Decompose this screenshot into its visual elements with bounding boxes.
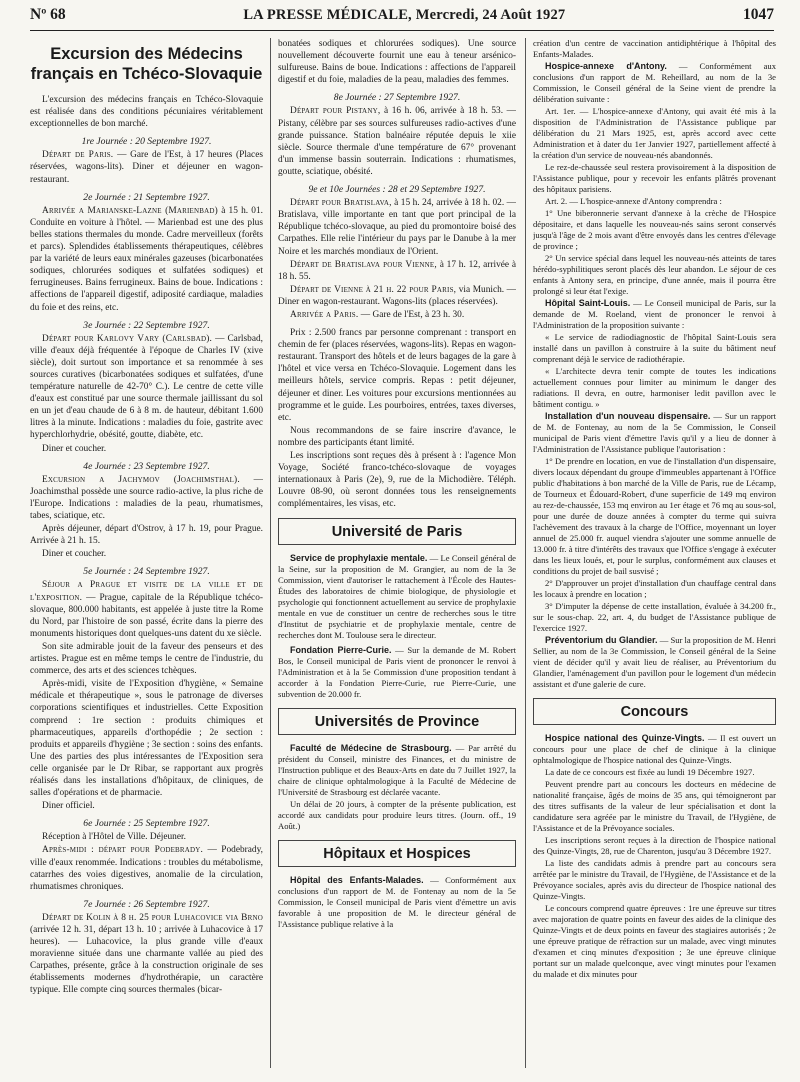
day-heading: 8e Journée : 27 Septembre 1927. (333, 92, 461, 104)
paragraph: La date de ce concours est fixée au lundi 19 Décembre 1927. (545, 767, 755, 777)
section-heading-hopitaux: Hôpitaux et Hospices (278, 840, 516, 867)
section-heading-universites-province: Universités de Province (278, 708, 516, 735)
section-heading-universite-paris: Université de Paris (278, 518, 516, 545)
day-heading: 9e et 10e Journées : 28 et 29 Septembre 1927. (308, 184, 486, 196)
day-heading: 1re Journée : 20 Septembre 1927. (81, 136, 212, 148)
paragraph: Les inscriptions seront reçues à la direction de l'hospice national des Quinze-Vingts, 28, rue de Charenton, jusqu'au 3 Décembre 1927. (533, 835, 776, 856)
paragraph: Diner et coucher. (42, 549, 107, 560)
day-heading: 7e Journée : 26 Septembre 1927. (83, 898, 210, 910)
column-1 (30, 38, 263, 1076)
paragraph: « L'architecte devra tenir compte de toutes les indications actuellement connues pour limiter au minimum le danger des radiations. Il devra, en outre, harmoniser ledit pavillon avec le bâtiment contigu. » (533, 366, 776, 409)
paragraph: Départ de Paris. — Gare de l'Est, à 17 heures (Places réservées, wagons-lits). Diner et déjeuner en wagon-restaurant. (30, 150, 263, 185)
paragraph: Arrivée a Paris. — Gare de l'Est, à 23 h. 30. (290, 309, 465, 320)
day-heading: 2e Journée : 21 Septembre 1927. (83, 191, 210, 203)
paragraph: Excursion a Jachymov (Joachimsthal). — Joachimsthal possède une source radio-active, la plus riche de l'Europe. Indications : maladies de la peau, rhumatismes, tabes, sciatique, etc. (30, 474, 263, 521)
section-heading-concours: Concours (533, 698, 776, 725)
paragraph: Départ pour Pistany, à 16 h. 06, arrivée à 18 h. 53. — Pistany, célèbre par ses sources sulfureuses radio-actives d'une grande puissance. Station balnéaire réputée depuis le xiie siècle. Source thermale d'une température de 67° provenant d'un immense bassin souterrain. Indications : rhumatismes, goutte, sciatique, obésité. (278, 106, 516, 177)
paragraph: 1° Une biberonnerie servant d'annexe à la crèche de l'Hospice dépositaire, et dans laquelle les nouveau-nés sains seront conservés jusqu'à l'âge de 2 mois avant d'être envoyés dans les centres d'élevage de province ; (533, 208, 776, 251)
day-heading: 5e Journée : 24 Septembre 1927. (83, 566, 210, 578)
paragraph: Diner officiel. (42, 801, 95, 812)
paragraph: Après-midi, visite de l'Exposition d'hygiène, « Semaine médicale et thérapeutique », sous le patronage de diverses corporations scientifiques et industrielles. Cette Exposition comprend : 1re section : produits chimiques et pharmaceutiques, appareils d'orthopédie ; 2e section : produits et appareils d'hygiène ; 3e section : soins des enfants. Une des parties des plus intéressantes de l'Exposition sera celle organisée par le Dr Ribar, se rapportant aux progrès réalisés dans les installations d'hôpitaux, de cliniques, de salles d'opérations et de pharmacie. (30, 679, 263, 799)
paragraph: Réception à l'Hôtel de Ville. Déjeuner. (42, 832, 186, 843)
paragraph: Diner et coucher. (42, 443, 107, 454)
paragraph: 1° De prendre en location, en vue de l'installation d'un dispensaire, divers locaux dépendant du groupe d'immeubles appartenant à l'Office public d'habitations à bon marché de la Ville de Paris, rue de Lécamp, de Tourneux et Édouard-Robert, d'une superficie de 149 mq environ au rez-de-chaussée, 153 mq environ au 1er étage et 76 mq au sous-sol, pour une durée de douze années à compter du terme qui suivra l'achèvement des travaux à la charge de l'Office, moyennant un loyer annuel de 25.000 fr. auquel viendra s'ajouter une somme annuelle de 13.000 fr. à titre d'intérêts des travaux que l'Office s'engage à exécuter dans les lieux loués, et, pour le surplus, conformément aux clauses et conditions du projet de bail susvisé ; (533, 456, 776, 576)
article-title: Excursion des Médecins français en Tchéco-Slovaquie (30, 45, 263, 83)
paragraph: bonatées sodiques et chlorurées sodiques). Une source nouvellement découverte fournit une eau à teneur arsénico-sulfureuse. Bains de boue. Indications : affections de l'appareil digestif et du foie, maladies de la peau, maladies des femmes. (278, 39, 516, 86)
paragraph: Départ de Bratislava pour Vienne, à 17 h. 12, arrivée à 18 h. 55. (278, 259, 516, 282)
paragraph: Arrivée a Marianske-Lazne (Marienbad) à 15 h. 01. Conduite en voiture à l'hôtel. — Marienbad est une des plus belles stations thermales du monde. Cadre merveilleux (forêts et parcs). Splendides établissements thérapeutiques, célèbres par la variété de leurs eaux minérales gazeuses (bicarbonatées sodiques, chlorurées sodiques et sulfatées sodiques) et ferrugineuses. Bains ferrugineux. Bains de boue. Indications : affections de l'appareil digestif, adiposité cardiaque, maladies du foie et des reins, etc. (30, 205, 263, 313)
paragraph: 2° D'approuver un projet d'installation d'un chauffage central dans les locaux à prendre en location ; (533, 578, 776, 599)
column-divider (270, 38, 271, 1068)
paragraph: 2° Un service spécial dans lequel les nouveau-nés atteints de tares hérédo-syphilitiques seront placés dès leur abandon. Le séjour de ces enfants à Antony sera, en principe, d'une année, mais il pourra être prolongé si leur état l'exige. (533, 253, 776, 296)
paragraph: Art. 2. — L'hospice-annexe d'Antony comprendra : (545, 196, 722, 206)
news-item: Service de prophylaxie mentale. — Le Conseil général de la Seine, sur la proposition de M. Grangier, au nom de la 3e Commission, vient d'autoriser le rattachement à l'École des Hautes-Études des laboratoires de chimie biologique, de physiologie et psychologie qui fonctionnent actuellement au service de prophylaxie mentale en vue de constituer un centre de recherches sous le titre d'Institut de psychiatrie et de prophylaxie mentale, centre de recherches dont M. Toulouse sera le directeur. (278, 553, 516, 641)
news-item: Faculté de Médecine de Strasbourg. — Par arrêté du président du Conseil, ministre des Finances, et du ministre de l'Instruction publique et des Beaux-Arts en date du 7 Juillet 1927, la chaire de clinique ophtalmologique à la Faculté de Médecine de l'Université de Strasbourg est déclarée vacante. (278, 743, 516, 798)
column-2 (278, 38, 516, 1076)
news-item: Hôpital Saint-Louis. — Le Conseil municipal de Paris, sur la demande de M. Roeland, vient de prononcer le renvoi à l'Administration de la proposition suivante : (533, 298, 776, 330)
column-3 (533, 38, 776, 1076)
paragraph: La liste des candidats admis à prendre part au concours sera arrêtée par le ministre du Travail, de l'Hygiène, de l'Assistance et de la Prévoyance sociales, après avis du directeur de l'hospice national des Quinze-Vingts. (533, 858, 776, 901)
paragraph: Un délai de 20 jours, à compter de la présente publication, est accordé aux candidats pour produire leurs titres. (Journ. off., 19 Août.) (278, 799, 516, 832)
paragraph: Après-midi : départ pour Podebrady. — Podebrady, ville d'eaux renommée. Indications : troubles du métabolisme, catarrhes des voies digestives, anomalie de la circulation, rhumatismes chroniques. (30, 845, 263, 892)
paragraph: Départ de Kolin à 8 h. 25 pour Luhacovice via Brno (arrivée 12 h. 31, départ 13 h. 10 ; arrivée à Luhacovice à 17 heures). — Luhacovice, la plus grande ville d'eaux moravienne située dans une charmante vallée au pied des Carpathes, présente, grâce à la construction originale de ses établissements modernes d'hydrothérapie, un caractère typique. Elle compte cinq sources thermales (bicar- (30, 912, 263, 996)
paragraph: création d'un centre de vaccination antidiphtérique à l'hôpital des Enfants-Malades. (533, 38, 776, 59)
paragraph: Son site admirable jouit de la faveur des penseurs et des artistes. Prague est en même temps le centre de l'industrie, du commerce, des arts et des sciences tchèques. (30, 641, 263, 677)
page-number: 1047 (743, 6, 774, 23)
news-item: Préventorium du Glandier. — Sur la proposition de M. Henri Sellier, au nom de la 3e Commission, le Conseil général de la Seine vient de décider qu'il y avait lieu de réaliser, au Préventorium du Glandier, l'aménagement d'un pavillon pour le logement d'un médecin assistant et d'une galerie de cure. (533, 635, 776, 689)
paragraph: 3° D'imputer la dépense de cette installation, évaluée à 34.200 fr., sur le sous-chap. 22, art. 4, du budget de l'Assistance publique de l'exercice 1927. (533, 601, 776, 633)
paragraph: Départ pour Karlovy Vary (Carlsbad). — Carlsbad, ville d'eaux déjà fréquentée à l'époque de Charles IV (xive siècle), doit surtout son importance et sa renommée à ses sources curatives (bicarbonatées sodiques et sulfatées, d'une température naturelle de 42-70° C.). Le centre de cette ville d'eaux est constitué par une source thermale jaillissant du sol en un jet d'eau chaude de 6 à 8 m. de hauteur, débitant 1.600 litres à la minute. Indications : maladies du foie, gastrite avec hyperchlorhydrie, obésité, goutte, diabète, etc. (30, 333, 263, 441)
news-item: Hôpital des Enfants-Malades. — Conformément aux conclusions d'un rapport de M. de Fontenay au nom de la 5e Commission, le Conseil municipal de Paris vient d'émettre un avis favorable à une proposition de M. le directeur général de l'Assistance publique relative à la (278, 875, 516, 930)
paragraph: Peuvent prendre part au concours les docteurs en médecine de nationalité française, âgés de moins de 35 ans, qui témoigneront par des titres suffisants de la valeur de leur spécialisation et dont la candidature sera agréée par le ministre du Travail, de l'Hygiène, de l'Assistance et de la Prévoyance sociales. (533, 779, 776, 833)
day-heading: 4e Journée : 23 Septembre 1927. (83, 460, 210, 472)
paragraph: Départ de Vienne à 21 h. 22 pour Paris, via Munich. — Diner en wagon-restaurant. Wagons-lits (places réservées). (278, 284, 516, 307)
price-paragraph: Prix : 2.500 francs par personne comprenant : transport en chemin de fer (places réservées, wagons-lits). Repas en wagon-restaurant. Transport des hôtels et de leurs bagages de la gare à l'hôtel et vice versa en Tchéco-Slovaquie. Logement dans les meilleurs hôtels, service compris. Repas : petit déjeuner, déjeuner et diner. Les voitures pour excursions mentionnées au programme et le guide. Les pourboires, entrées, taxes diverses, etc. (278, 328, 516, 423)
paragraph: Les inscriptions sont reçues dès à présent à : l'agence Mon Voyage, Société franco-tchéco-slovaque de voyages internationaux à Paris (2e), 9, rue de la Michodière. Téléph. Louvre 08-90, où seront données tous les renseignements complémentaires, les visas, etc. (278, 451, 516, 510)
paragraph: Le rez-de-chaussée seul restera provisoirement à la disposition de l'Assistance publique, pour y recevoir les enfants plâtrés provenant des hôpitaux parisiens. (533, 162, 776, 194)
column-divider (525, 38, 526, 1068)
paragraph: Départ pour Bratislava, à 15 h. 24, arrivée à 18 h. 02. — Bratislava, ville importante en tant que port principal de la République tchéco-slovaque, au pied du promontoire boisé des Carpathes. Elle relie l'intérieur du pays par le Danube à la mer Noire et les marchés mondiaux de l'Orient. (278, 198, 516, 257)
paragraph: Nous recommandons de se faire inscrire d'avance, le nombre des participants étant limité. (278, 425, 516, 448)
paragraph: Après déjeuner, départ d'Ostrov, à 17 h. 19, pour Prague. Arrivée à 21 h. 15. (30, 524, 263, 547)
news-item: Fondation Pierre-Curie. — Sur la demande de M. Robert Bos, le Conseil municipal de Paris vient de prononcer le renvoi à l'Administration et à la 5e Commission d'une proposition tendant à accorder à la Fondation Pierre-Curie, rue Pierre-Curie, une subvention de 20.000 fr. (278, 645, 516, 700)
paragraph: Séjour a Prague et visite de la ville et de l'exposition. — Prague, capitale de la République tchéco-slovaque, 800.000 habitants, est appelée à juste titre la Rome du Nord, par l'histoire de son passé, écrite dans la pierre des monuments historiques dont quelques-uns datent du xe siècle. (30, 580, 263, 639)
day-heading: 6e Journée : 25 Septembre 1927. (83, 818, 210, 830)
page-header (30, 0, 774, 31)
journal-title: LA PRESSE MÉDICALE, Mercredi, 24 Août 1927 (243, 6, 566, 23)
paragraph: Le concours comprend quatre épreuves : 1re une épreuve sur titres avec majoration de quatre points en faveur des aides de la clinique des Quinze-Vingts et de deux points en faveur des stagiaires autorisés ; 2e une épreuve pratique de réfraction sur un malade, avec vingt minutes d'examen et cinq minutes d'exposition ; 3e une épreuve clinique portant sur un malade quelconque, avec vingt minutes pour l'examen du malade et dix minutes pour (533, 903, 776, 979)
paragraph: « Le service de radiodiagnostic de l'hôpital Saint-Louis sera installé dans un pavillon à construire à la suite du bâtiment neuf comprenant déjà le service de radiothérapie. (533, 332, 776, 364)
day-heading: 3e Journée : 22 Septembre 1927. (83, 319, 210, 331)
paragraph: Art. 1er. — L'hospice-annexe d'Antony, qui avait été mis à la disposition de l'Administration de l'Assistance publique par délibération du 21 Mars 1925, est, après accord avec cette Administration et à dater du 1er Janvier 1927, partiellement affecté à la création d'un service de nouveau-nés abandonnés. (533, 106, 776, 160)
paragraph: L'excursion des médecins français en Tchéco-Slovaquie est réalisée dans des conditions pécuniaires véritablement exceptionnelles de bon marché. (30, 95, 263, 130)
news-item: Hospice-annexe d'Antony. — Conformément aux conclusions d'un rapport de M. Reheillard, au nom de la 3e Commission, le Conseil général de la Seine vient de prendre la délibération suivante : (533, 61, 776, 104)
news-item: Hospice national des Quinze-Vingts. — Il est ouvert un concours pour une place de chef de clinique à la clinique ophtalmologique de l'hospice national des Quinze-Vingts. (533, 733, 776, 765)
news-item: Installation d'un nouveau dispensaire. — Sur un rapport de M. de Fontenay, au nom de la 5e Commission, le Conseil municipal de Paris vient d'émettre l'avis qu'il y a lieu de donner à l'Administration de l'Assistance publique l'autorisation : (533, 411, 776, 454)
issue-number: Nº 68 (30, 6, 66, 23)
